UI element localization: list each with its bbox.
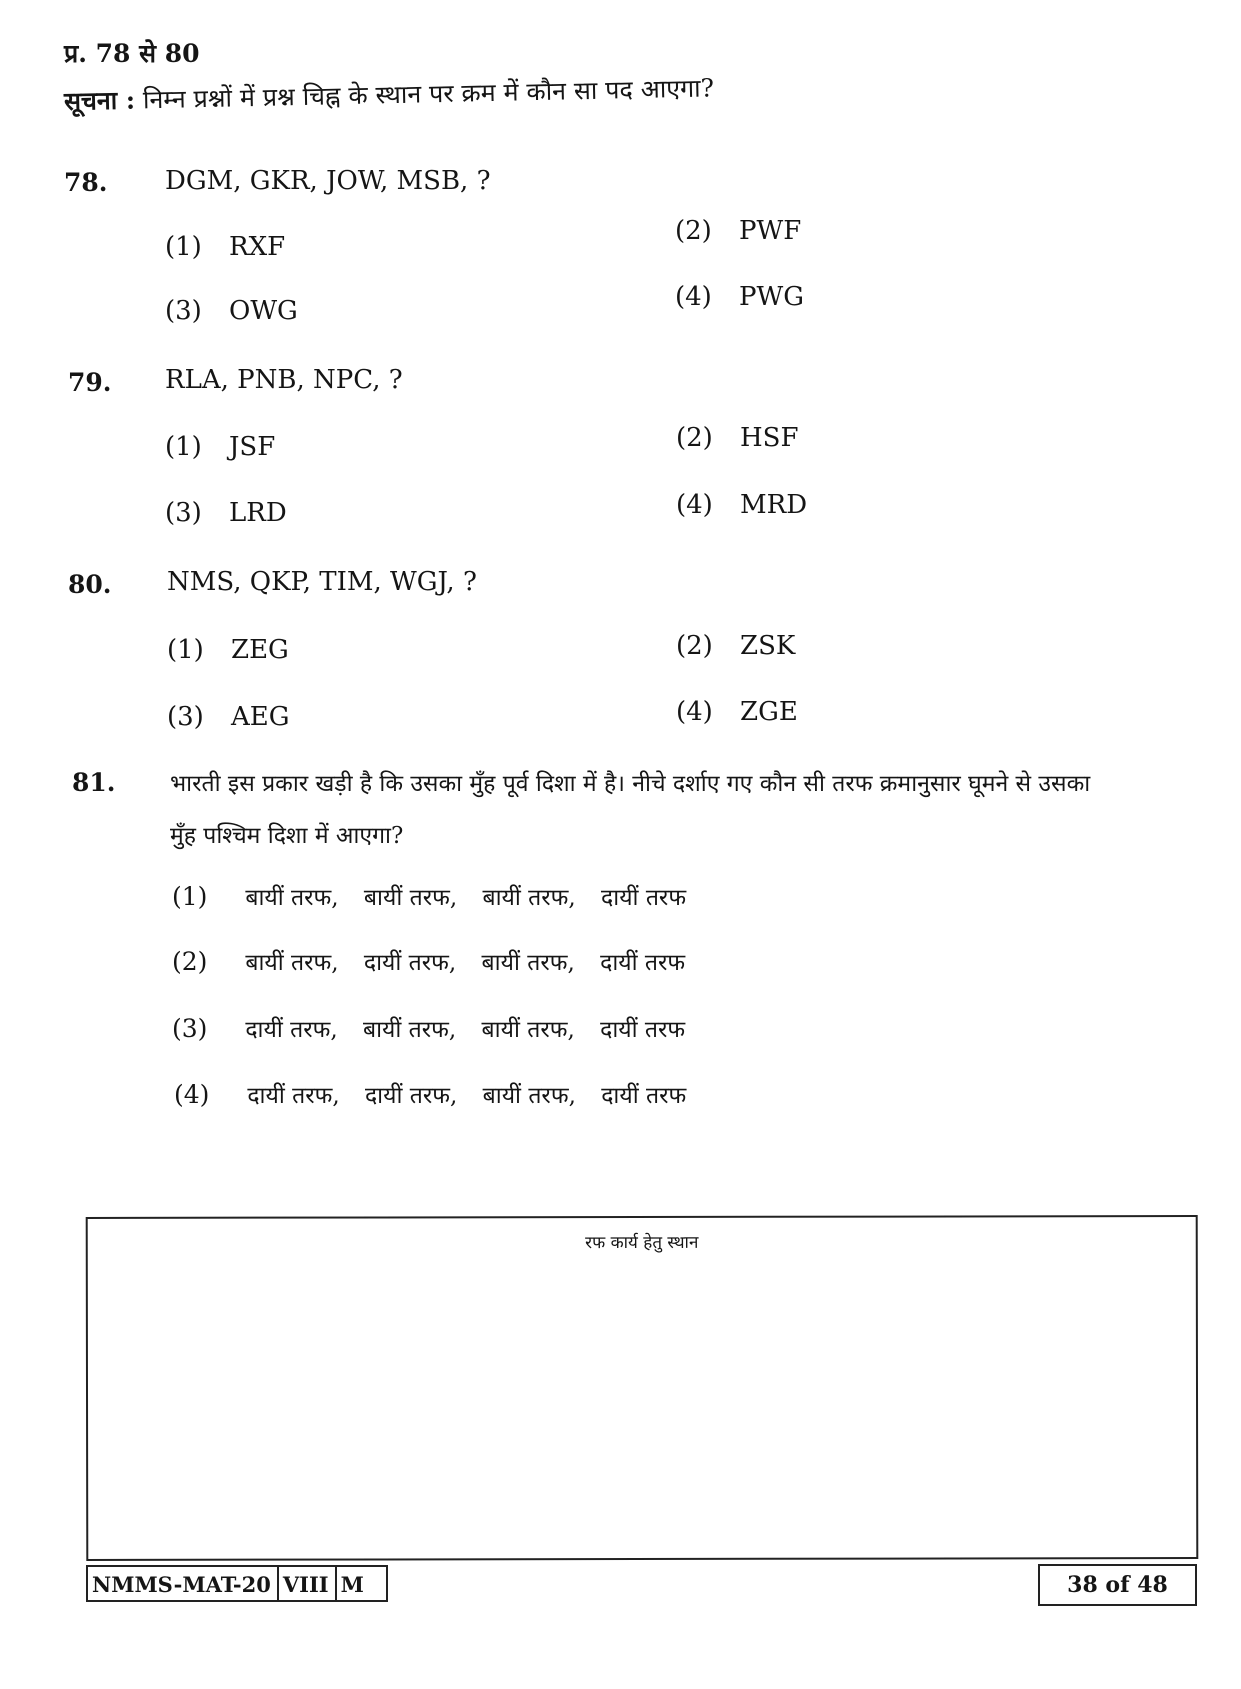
option-text: HSF (740, 423, 799, 453)
option-number: (2) (676, 631, 713, 661)
option-part: दायीं तरफ (601, 885, 687, 911)
question-80-option-3[interactable] (167, 702, 290, 732)
option-text: OWG (229, 296, 298, 326)
question-81-option-4[interactable] (174, 1078, 704, 1110)
footer-code: NMMS-MAT-20 (88, 1567, 279, 1600)
section-header: प्र. 78 से 80 (64, 39, 200, 68)
option-part: बायीं तरफ, (245, 950, 339, 976)
option-number: (3) (172, 1014, 208, 1043)
question-81-text-line-1: भारती इस प्रकार खड़ी है कि उसका मुँह पूर्व दिशा में है। नीचे दर्शाए गए कौन सी तरफ क्रमानुसार घूमने से उसका (170, 771, 1091, 797)
option-text: LRD (229, 498, 287, 528)
option-number: (3) (167, 702, 204, 732)
question-79-number: 79. (68, 368, 112, 397)
option-part: दायीं तरफ, (364, 1083, 458, 1109)
option-part: बायीं तरफ, (481, 950, 575, 976)
option-part: बायीं तरफ, (482, 1083, 576, 1109)
option-number: (2) (172, 947, 208, 976)
question-80-number: 80. (68, 570, 112, 599)
option-text: PWG (739, 282, 804, 312)
question-79-option-3[interactable] (165, 498, 287, 528)
page-number: 38 of 48 (1038, 1564, 1197, 1606)
option-part: दायीं तरफ, (245, 1017, 338, 1043)
option-part: दायीं तरफ (601, 1083, 687, 1109)
question-81-text (170, 758, 1210, 862)
option-part: दायीं तरफ, (247, 1083, 340, 1109)
question-81-number: 81. (72, 768, 116, 797)
option-part: दायीं तरफ (600, 950, 686, 976)
option-number: (1) (167, 635, 204, 665)
option-text: RXF (229, 232, 286, 262)
question-78-text: DGM, GKR, JOW, MSB, ? (165, 166, 491, 196)
question-80-option-1[interactable] (167, 635, 289, 665)
option-text: ZGE (740, 697, 798, 727)
instruction-label: सूचना : (63, 85, 136, 116)
option-text: ZEG (231, 635, 289, 665)
question-79-option-1[interactable] (165, 432, 275, 462)
option-part: बायीं तरफ, (363, 885, 458, 911)
option-number: (1) (165, 432, 202, 462)
question-80-text: NMS, QKP, TIM, WGJ, ? (167, 567, 477, 597)
option-number: (3) (165, 296, 202, 326)
option-part: बायीं तरफ, (245, 885, 339, 911)
question-79-option-2[interactable] (676, 423, 799, 453)
question-78-option-4[interactable] (675, 282, 804, 312)
footer-exam-code (86, 1565, 388, 1602)
option-number: (4) (676, 490, 713, 520)
instruction (64, 70, 715, 118)
option-text: PWF (739, 216, 802, 246)
option-number: (4) (675, 282, 712, 312)
question-78-number: 78. (64, 168, 108, 197)
question-78-option-3[interactable] (165, 296, 298, 326)
question-81-option-2[interactable] (172, 945, 703, 977)
option-part: बायीं तरफ, (482, 885, 576, 911)
option-number: (2) (675, 216, 712, 246)
option-text: JSF (229, 432, 276, 462)
option-number: (3) (165, 498, 202, 528)
option-text: ZSK (740, 631, 796, 661)
option-part: बायीं तरफ, (481, 1017, 575, 1043)
rough-work-title: रफ कार्य हेतु स्थान (585, 1232, 699, 1254)
instruction-text: निम्न प्रश्नों में प्रश्न चिह्न के स्थान पर क्रम में कौन सा पद आएगा? (142, 73, 715, 115)
question-79-option-4[interactable] (676, 490, 807, 520)
option-part: बायीं तरफ, (362, 1017, 457, 1043)
option-part: दायीं तरफ, (363, 950, 457, 976)
option-number: (4) (174, 1080, 210, 1109)
option-part: दायीं तरफ (600, 1017, 686, 1043)
question-78-option-1[interactable] (165, 232, 285, 262)
question-81-option-3[interactable] (172, 1012, 703, 1044)
question-81-text-line-2: मुँह पश्चिम दिशा में आएगा? (170, 823, 404, 849)
rough-work-box (86, 1215, 1199, 1561)
footer-medium: M (340, 1572, 364, 1597)
question-79-text: RLA, PNB, NPC, ? (165, 365, 403, 395)
option-number: (1) (172, 882, 208, 911)
footer-class: VIII (279, 1567, 337, 1600)
question-78-option-2[interactable] (675, 216, 801, 246)
question-80-option-4[interactable] (676, 697, 798, 727)
question-80-option-2[interactable] (676, 631, 795, 661)
option-text: AEG (231, 702, 290, 732)
option-number: (2) (676, 423, 713, 453)
option-number: (1) (165, 232, 202, 262)
question-81-option-1[interactable] (172, 880, 704, 912)
option-text: MRD (740, 490, 808, 520)
option-number: (4) (676, 697, 713, 727)
